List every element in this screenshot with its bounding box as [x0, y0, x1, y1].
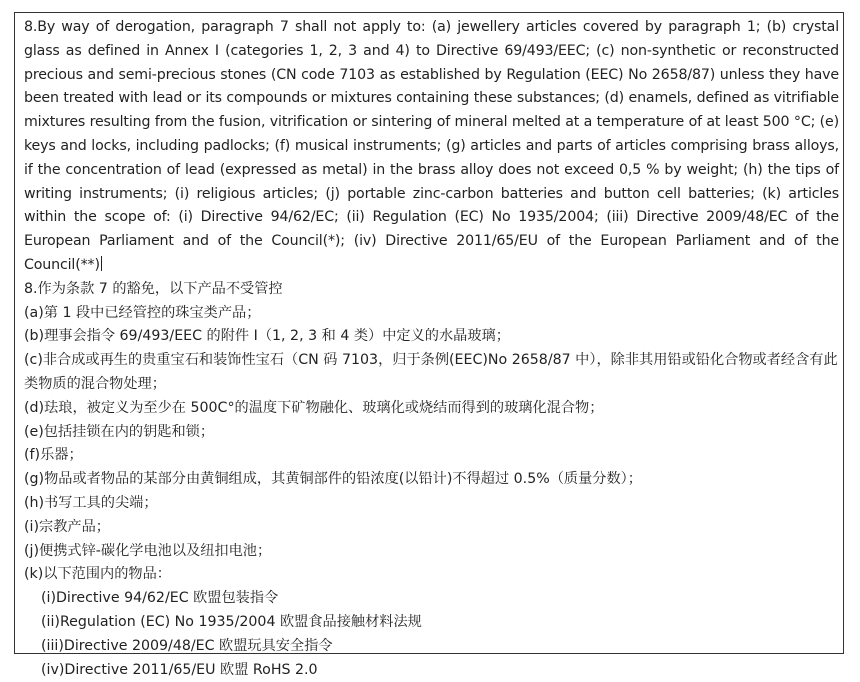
chinese-item-i: (i)宗教产品；: [24, 518, 110, 535]
chinese-item-g: (g)物品或者物品的某部分由黄铜组成，其黄铜部件的铅浓度(以铅计)不得超过 0.5%（质量分数）；: [24, 471, 642, 488]
text-cursor: [101, 256, 102, 271]
chinese-sub-item-iii: (iii)Directive 2009/48/EC 欧盟玩具安全指令: [41, 637, 333, 654]
chinese-item-b: (b)理事会指令 69/493/EEC 的附件 I（1, 2, 3 和 4 类）中定义的水晶玻璃；: [24, 328, 510, 345]
chinese-item-c: (c)非合成或再生的贵重宝石和装饰性宝石（CN 码 7103，归于条例(EEC)No 2658/87 中），除非其用铅或铅化合物或者经含有此类物质的混合物处理；: [24, 352, 838, 392]
chinese-heading: 8.作为条款 7 的豁免，以下产品不受管控: [24, 280, 283, 297]
chinese-item-h: (h)书写工具的尖端；: [24, 494, 158, 511]
chinese-item-f: (f)乐器；: [24, 447, 83, 464]
chinese-item-k: (k)以下范围内的物品：: [24, 566, 171, 583]
chinese-sub-item-iv: (iv)Directive 2011/65/EU 欧盟 RoHS 2.0: [41, 661, 318, 678]
chinese-item-a: (a)第 1 段中已经管控的珠宝类产品；: [24, 304, 261, 321]
chinese-sub-item-i: (i)Directive 94/62/EC 欧盟包装指令: [41, 590, 279, 607]
chinese-item-e: (e)包括挂锁在内的钥匙和锁；: [24, 423, 215, 440]
chinese-sub-item-ii: (ii)Regulation (EC) No 1935/2004 欧盟食品接触材料法规: [41, 613, 422, 630]
chinese-item-j: (j)便携式锌-碳化学电池以及纽扣电池；: [24, 542, 272, 559]
chinese-item-d: (d)珐琅，被定义为至少在 500C°的温度下矿物融化、玻璃化或烧结而得到的玻璃化混合物；: [24, 399, 604, 416]
document-text-box: [14, 12, 844, 678]
english-paragraph-text: 8.By way of derogation, paragraph 7 shall not apply to: (a) jewellery articles covered by paragraph 1; (b) crystal glass as defined in Annex I (categories 1, 2, 3 and 4) to Directive 69/493/EEC; (c) non-synthetic or reconstructed precious and semi-precious stones (CN code 7103 as established by Regulation (EEC) No 2658/87) unless they have been treated with lead or its compounds or mixtures containing these substances; (d) enamels, defined as vitrifiable mixtures resulting from the fusion, vitrification or sintering of mineral melted at a temperature of at least 500 °C; (e) keys and locks, including padlocks; (f) musical instruments; (g) articles and parts of articles comprising brass alloys, if the concentration of lead (expressed as metal) in the brass alloy does not exceed 0,5 % by weight; (h) the tips of writing instruments; (i) religious articles; (j) portable zinc-carbon batteries and button cell batteries; (k) articles within the scope of: (i) Directive 94/62/EC; (ii) Regulation (EC) No 1935/2004; (iii) Directive 2009/48/EC of the European Parliament and of the Council(*); (iv) Directive 2011/65/EU of the European Parliament and of the Council(**): [24, 19, 839, 273]
english-paragraph: [24, 16, 843, 278]
